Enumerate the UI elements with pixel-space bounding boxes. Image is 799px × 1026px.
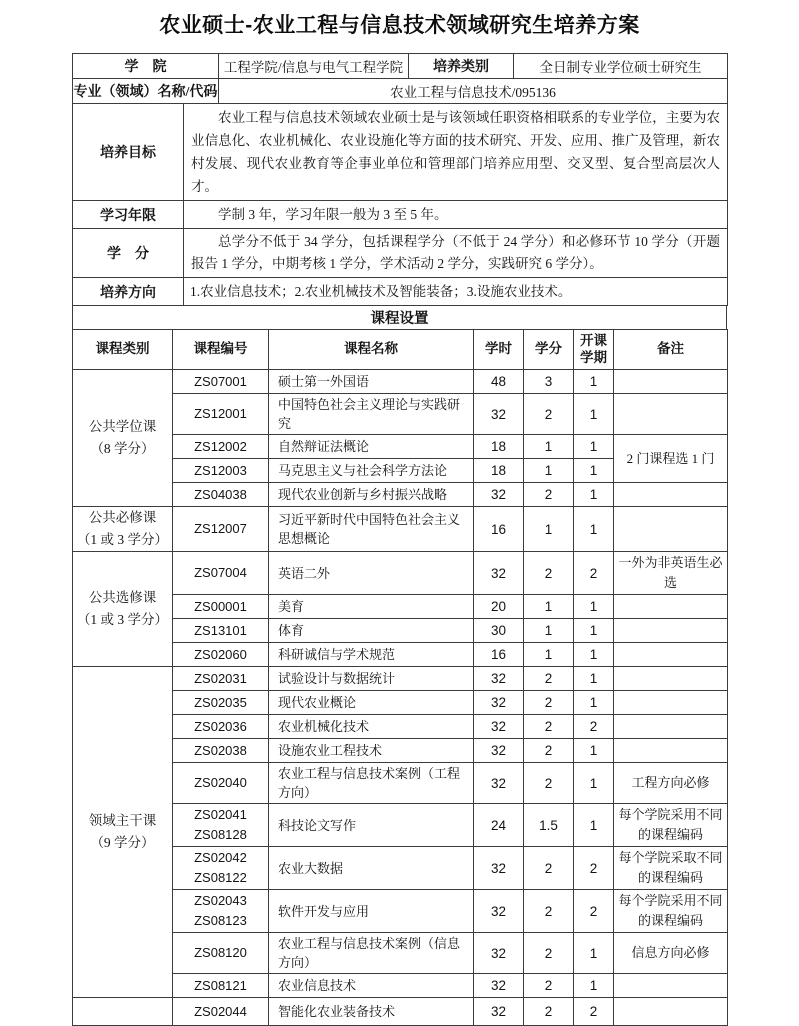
course-name: 试验设计与数据统计 (269, 667, 474, 691)
category-name: 公共必修课 (88, 510, 157, 525)
course-name: 体育 (269, 619, 474, 643)
course-term: 2 (574, 998, 614, 1026)
course-hours: 32 (474, 739, 524, 763)
course-name: 习近平新时代中国特色社会主义思想概论 (269, 507, 474, 552)
course-credits: 2 (524, 890, 574, 933)
course-note: 每个学院采用不同的课程编码 (614, 804, 728, 847)
info-table-top (72, 53, 728, 104)
course-credits: 2 (524, 847, 574, 890)
course-code: ZS02041 (194, 807, 247, 822)
course-code-alt: ZS08123 (194, 913, 247, 928)
course-name: 农业信息技术 (269, 974, 474, 998)
course-name: 马克思主义与社会科学方法论 (269, 459, 474, 483)
course-term: 2 (574, 847, 614, 890)
category-cell (73, 507, 173, 552)
course-hours: 32 (474, 998, 524, 1026)
course-code: ZS02031 (173, 667, 269, 691)
header-name: 课程名称 (269, 330, 474, 370)
course-term: 1 (574, 507, 614, 552)
category-name: 公共学位课 (88, 419, 157, 434)
course-term: 1 (574, 933, 614, 974)
course-credits: 1 (524, 459, 574, 483)
course-hours: 18 (474, 459, 524, 483)
course-code-alt: ZS08122 (194, 870, 247, 885)
course-hours: 30 (474, 619, 524, 643)
course-code: ZS12002 (173, 435, 269, 459)
course-code: ZS08121 (173, 974, 269, 998)
course-name: 农业机械化技术 (269, 715, 474, 739)
course-term: 1 (574, 394, 614, 435)
college-label: 学 院 (73, 54, 219, 79)
course-term: 1 (574, 643, 614, 667)
course-hours: 32 (474, 691, 524, 715)
directions-row (73, 278, 728, 306)
course-name: 现代农业创新与乡村振兴战略 (269, 483, 474, 507)
section-title: 课程设置 (73, 306, 727, 330)
course-term: 2 (574, 890, 614, 933)
goal-row (73, 104, 728, 201)
category-credits: （1 或 3 学分） (76, 612, 169, 627)
course-code: ZS02043 (194, 893, 247, 908)
course-term: 1 (574, 804, 614, 847)
section-banner-table (72, 305, 727, 330)
course-name: 设施农业工程技术 (269, 739, 474, 763)
course-code: ZS02044 (173, 998, 269, 1026)
course-term: 1 (574, 595, 614, 619)
course-code: ZS02060 (173, 643, 269, 667)
header-hours: 学时 (474, 330, 524, 370)
course-hours: 32 (474, 667, 524, 691)
course-hours: 32 (474, 715, 524, 739)
course-name: 美育 (269, 595, 474, 619)
course-name: 农业工程与信息技术案例（工程方向） (269, 763, 474, 804)
course-code: ZS08120 (173, 933, 269, 974)
course-hours: 32 (474, 763, 524, 804)
course-hours: 32 (474, 974, 524, 998)
course-term: 1 (574, 763, 614, 804)
header-code: 课程编号 (173, 330, 269, 370)
course-name: 科研诚信与学术规范 (269, 643, 474, 667)
course-note (614, 974, 728, 998)
course-credits: 2 (524, 552, 574, 595)
course-credits: 2 (524, 998, 574, 1026)
course-note-merged: 2 门课程选 1 门 (614, 435, 728, 483)
course-hours: 48 (474, 370, 524, 394)
category-cell (73, 667, 173, 998)
course-code-alt: ZS08128 (194, 827, 247, 842)
goal-text: 农业工程与信息技术领域农业硕士是与该领域任职资格相联系的专业学位，主要为农业信息化、农业机械化、农业设施化等方面的技术研究、开发、应用、推广及管理，新农村发展、现代农业教育等企事业单位和管理部门培养应用型、交叉型、复合型高层次人才。 (184, 104, 728, 201)
course-code-pair (173, 890, 269, 933)
course-hours: 16 (474, 643, 524, 667)
course-term: 1 (574, 619, 614, 643)
course-hours: 32 (474, 552, 524, 595)
course-term: 1 (574, 370, 614, 394)
course-credits: 1 (524, 643, 574, 667)
header-category: 课程类别 (73, 330, 173, 370)
category-credits: （1 或 3 学分） (76, 532, 169, 547)
course-credits: 2 (524, 715, 574, 739)
credits-text: 总学分不低于 34 学分，包括课程学分（不低于 24 学分）和必修环节 10 学分（开题报告 1 学分，中期考核 1 学分，学术活动 2 学分，实践研究 6 学分）。 (184, 229, 728, 278)
category-name: 领域主干课 (88, 813, 157, 828)
course-code: ZS12001 (173, 394, 269, 435)
course-credits: 1.5 (524, 804, 574, 847)
category-credits: （9 学分） (90, 835, 155, 850)
course-credits: 2 (524, 483, 574, 507)
major-row (73, 79, 728, 104)
course-credits: 2 (524, 394, 574, 435)
course-name: 现代农业概论 (269, 691, 474, 715)
course-credits: 2 (524, 739, 574, 763)
course-name: 农业工程与信息技术案例（信息方向） (269, 933, 474, 974)
course-code: ZS02038 (173, 739, 269, 763)
duration-row (73, 201, 728, 229)
credits-label: 学 分 (73, 229, 184, 278)
course-credits: 2 (524, 691, 574, 715)
course-term: 1 (574, 739, 614, 763)
course-note: 每个学院采用不同的课程编码 (614, 890, 728, 933)
course-credits: 2 (524, 667, 574, 691)
training-category-label: 培养类别 (409, 54, 514, 79)
college-row (73, 54, 728, 79)
course-hours: 32 (474, 394, 524, 435)
duration-label: 学习年限 (73, 201, 184, 229)
course-note: 一外为非英语生必选 (614, 552, 728, 595)
course-table-header-row (73, 330, 728, 370)
course-term: 1 (574, 483, 614, 507)
goal-label: 培养目标 (73, 104, 184, 201)
course-hours: 16 (474, 507, 524, 552)
course-name: 英语二外 (269, 552, 474, 595)
header-credits: 学分 (524, 330, 574, 370)
course-code: ZS02035 (173, 691, 269, 715)
course-name: 中国特色社会主义理论与实践研究 (269, 394, 474, 435)
course-note (614, 643, 728, 667)
course-note: 信息方向必修 (614, 933, 728, 974)
course-note (614, 739, 728, 763)
course-hours: 20 (474, 595, 524, 619)
course-hours: 32 (474, 483, 524, 507)
course-term: 1 (574, 691, 614, 715)
course-code: ZS00001 (173, 595, 269, 619)
course-note (614, 483, 728, 507)
training-category-value: 全日制专业学位硕士研究生 (514, 54, 728, 79)
course-name: 硕士第一外国语 (269, 370, 474, 394)
course-row (73, 667, 728, 691)
course-note: 工程方向必修 (614, 763, 728, 804)
course-table (72, 329, 728, 1026)
course-term: 2 (574, 552, 614, 595)
course-term: 1 (574, 435, 614, 459)
course-credits: 2 (524, 763, 574, 804)
major-value: 农业工程与信息技术/095136 (219, 79, 728, 104)
directions-text: 1.农业信息技术；2.农业机械技术及智能装备；3.设施农业技术。 (184, 278, 728, 306)
course-hours: 32 (474, 933, 524, 974)
course-code-pair (173, 847, 269, 890)
course-hours: 32 (474, 890, 524, 933)
category-cell (73, 552, 173, 667)
page-title: 农业硕士-农业工程与信息技术领域研究生培养方案 (159, 14, 640, 37)
course-code: ZS02042 (194, 850, 247, 865)
category-credits: （8 学分） (90, 441, 155, 456)
course-term: 1 (574, 459, 614, 483)
course-note (614, 667, 728, 691)
course-name: 科技论文写作 (269, 804, 474, 847)
course-note (614, 691, 728, 715)
duration-text: 学制 3 年，学习年限一般为 3 至 5 年。 (184, 201, 728, 229)
training-plan-document (72, 53, 727, 1026)
course-term: 1 (574, 667, 614, 691)
info-table-paragraphs (72, 103, 728, 306)
course-note (614, 715, 728, 739)
directions-label: 培养方向 (73, 278, 184, 306)
course-note: 每个学院采取不同的课程编码 (614, 847, 728, 890)
course-credits: 1 (524, 619, 574, 643)
course-row (73, 370, 728, 394)
course-row (73, 507, 728, 552)
category-name: 公共选修课 (88, 590, 157, 605)
course-code: ZS02036 (173, 715, 269, 739)
course-hours: 32 (474, 847, 524, 890)
course-credits: 3 (524, 370, 574, 394)
credits-row (73, 229, 728, 278)
course-code: ZS07004 (173, 552, 269, 595)
course-note (614, 370, 728, 394)
course-hours: 24 (474, 804, 524, 847)
course-credits: 1 (524, 435, 574, 459)
category-cell (73, 370, 173, 507)
college-value: 工程学院/信息与电气工程学院 (219, 54, 409, 79)
major-label: 专业（领域）名称/代码 (73, 79, 219, 104)
course-name: 自然辩证法概论 (269, 435, 474, 459)
course-hours: 18 (474, 435, 524, 459)
course-note (614, 998, 728, 1026)
course-credits: 1 (524, 507, 574, 552)
course-note (614, 507, 728, 552)
category-cell-empty (73, 998, 173, 1026)
course-code: ZS13101 (173, 619, 269, 643)
course-row (73, 998, 728, 1026)
course-credits: 2 (524, 974, 574, 998)
course-note (614, 394, 728, 435)
course-name: 智能化农业装备技术 (269, 998, 474, 1026)
course-code-pair (173, 804, 269, 847)
course-code: ZS04038 (173, 483, 269, 507)
course-note (614, 595, 728, 619)
course-name: 软件开发与应用 (269, 890, 474, 933)
course-term: 2 (574, 715, 614, 739)
course-code: ZS02040 (173, 763, 269, 804)
header-term: 开课学期 (574, 330, 614, 370)
course-code: ZS12007 (173, 507, 269, 552)
course-code: ZS07001 (173, 370, 269, 394)
course-code: ZS12003 (173, 459, 269, 483)
course-name: 农业大数据 (269, 847, 474, 890)
course-credits: 2 (524, 933, 574, 974)
course-row (73, 552, 728, 595)
course-term: 1 (574, 974, 614, 998)
course-credits: 1 (524, 595, 574, 619)
header-note: 备注 (614, 330, 728, 370)
course-note (614, 619, 728, 643)
